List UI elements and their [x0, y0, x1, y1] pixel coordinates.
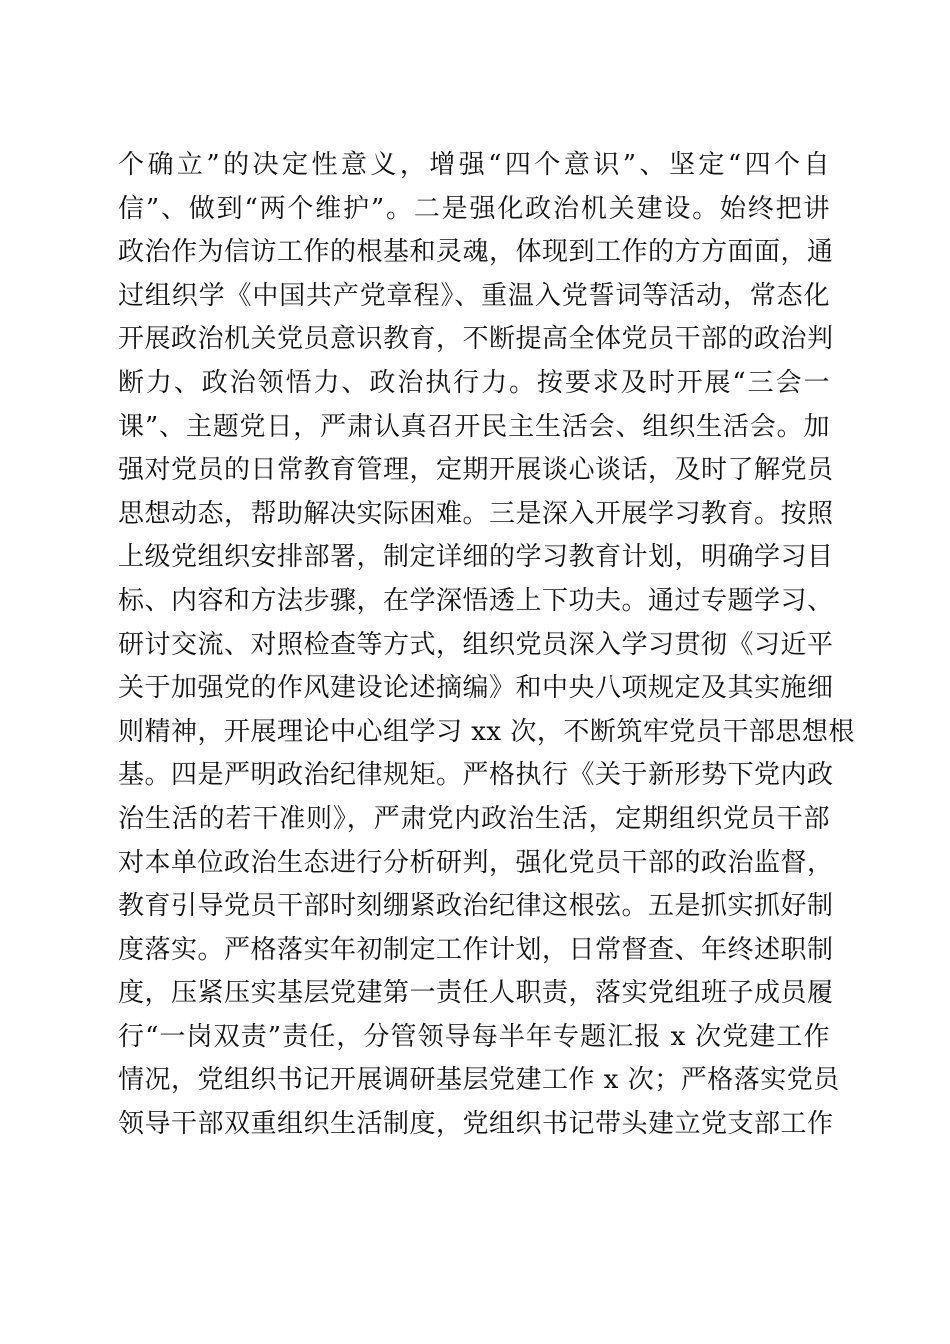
text-line: 对本单位政治生态进行分析研判，强化党员干部的政治监督，	[118, 847, 834, 878]
text-line: 研讨交流、对照检查等方式，组织党员深入学习贯彻《习近平	[118, 629, 834, 660]
text-line: 度落实。严格落实年初制定工作计划，日常督查、年终述职制	[118, 934, 834, 965]
text-line: 治生活的若干准则》，严肃党内政治生活，定期组织党员干部	[118, 803, 830, 834]
text-line: 上级党组织安排部署，制定详细的学习教育计划，明确学习目	[118, 542, 834, 573]
text-line: 政治作为信访工作的根基和灵魂，体现到工作的方方面面，通	[118, 237, 834, 268]
text-line: 关于加强党的作风建设论述摘编》和中央八项规定及其实施细	[118, 673, 834, 704]
text-line: 课”、主题党日，严肃认真召开民主生活会、组织生活会。加	[118, 411, 830, 442]
text-line: 个确立”的决定性意义，增强“四个意识”、坚定“四个自	[118, 150, 830, 180]
text-line: 标、内容和方法步骤，在学深悟透上下功夫。通过专题学习、	[118, 585, 834, 616]
text-line: 教育引导党员干部时刻绷紧政治纪律这根弦。五是抓实抓好制	[118, 891, 834, 922]
text-line: 领导干部双重组织生活制度，党组织书记带头建立党支部工作	[118, 1109, 834, 1140]
text-line: 断力、政治领悟力、政治执行力。按要求及时开展“三会一	[118, 367, 830, 398]
text-line: 信”、做到“两个维护”。二是强化政治机关建设。始终把讲	[118, 193, 830, 224]
text-line: 则精神，开展理论中心组学习 xx 次，不断筑牢党员干部思想根	[118, 716, 855, 747]
text-line: 过组织学《中国共产党章程》、重温入党誓词等活动，常态化	[118, 280, 830, 311]
text-line: 度，压紧压实基层党建第一责任人职责，落实党组班子成员履	[118, 978, 834, 1009]
text-line: 开展政治机关党员意识教育，不断提高全体党员干部的政治判	[118, 324, 834, 355]
text-line: 思想动态，帮助解决实际困难。三是深入开展学习教育。按照	[118, 498, 834, 529]
body-paragraph	[118, 144, 855, 1147]
text-line: 情况，党组织书记开展调研基层党建工作 x 次；严格落实党员	[118, 1065, 840, 1096]
text-line: 行“一岗双责”责任，分管领导每半年专题汇报 x 次党建工作	[118, 1021, 830, 1052]
text-line: 基。四是严明政治纪律规矩。严格执行《关于新形势下党内政	[118, 760, 834, 791]
text-line: 强对党员的日常教育管理，定期开展谈心谈话，及时了解党员	[118, 455, 834, 486]
